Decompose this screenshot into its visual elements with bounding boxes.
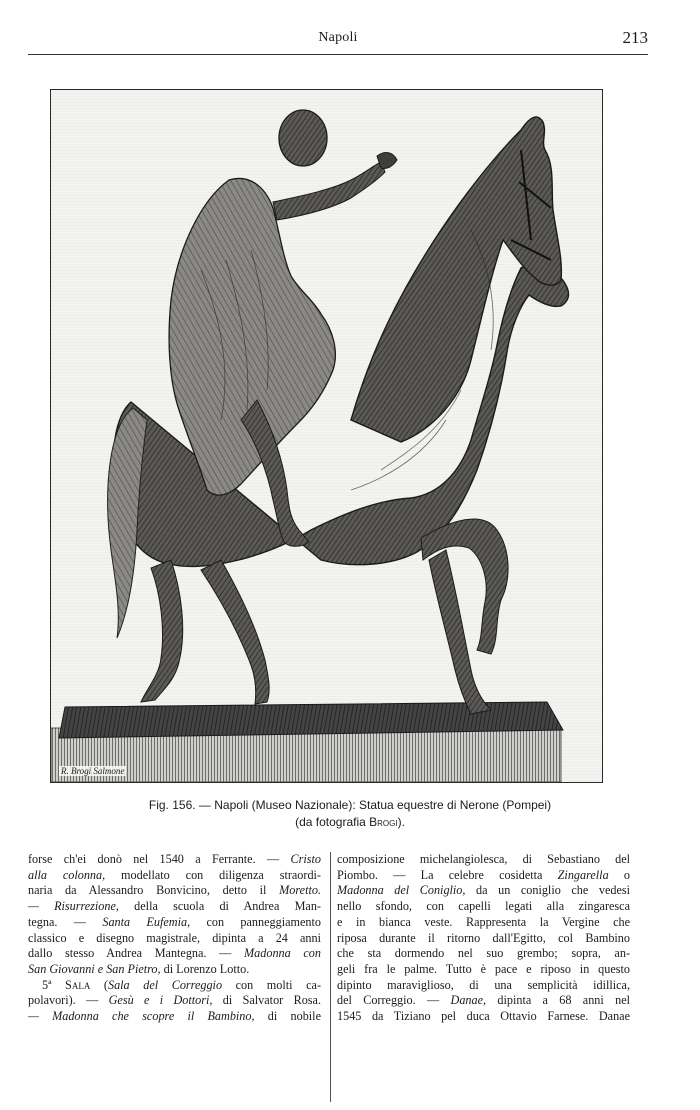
text-span: polavori). — bbox=[28, 993, 109, 1008]
engraver-signature: R. Brogi Salmone bbox=[61, 766, 125, 776]
text-line: nello sfondo, con capelli legati alla zingaresca bbox=[337, 899, 630, 914]
caption-source-name: Brogi bbox=[369, 815, 398, 829]
artwork-title: — Risurrezione, bbox=[28, 899, 119, 914]
text-line bbox=[28, 899, 321, 915]
text-span: con molti ca- bbox=[222, 977, 322, 992]
caption-source-prefix: (da fotografia bbox=[295, 815, 370, 829]
artwork-title: Santa Eufemia, bbox=[102, 914, 191, 929]
text-line bbox=[28, 978, 321, 994]
body-text-left-column bbox=[28, 852, 321, 1025]
text-span: da un coniglio che vedesi bbox=[465, 883, 630, 898]
text-line bbox=[28, 883, 321, 899]
text-line: 1545 da Tiziano pel duca Ottavio Farnese. Danae bbox=[337, 1009, 630, 1024]
text-span: del Correggio. — bbox=[337, 993, 451, 1008]
caption-source-suffix: ). bbox=[397, 815, 405, 829]
text-line: e in bianca veste. Rappresenta la Vergine che bbox=[337, 914, 630, 929]
text-line: che sta dormendo nel suo grembo; sopra, an- bbox=[337, 946, 630, 961]
text-span: tegna. — bbox=[28, 914, 103, 929]
room-name: Sala del Correggio bbox=[107, 977, 223, 992]
text-span: naria da Alessandro Bonvicino, detto il bbox=[28, 883, 280, 898]
text-span: di Salvator Rosa. bbox=[212, 993, 321, 1008]
body-text-right-column bbox=[337, 852, 630, 1025]
artwork-title: San Giovanni e San Pietro, bbox=[28, 961, 161, 976]
text-line bbox=[28, 962, 321, 978]
text-span: modellato con diligenza straordi- bbox=[105, 867, 321, 882]
artist-name: Moretto. bbox=[279, 883, 321, 898]
running-title: Napoli bbox=[318, 30, 358, 45]
text-span: o bbox=[608, 867, 630, 882]
caption-line-2 bbox=[50, 814, 650, 831]
text-span: di Lorenzo Lotto. bbox=[160, 961, 250, 976]
running-head bbox=[28, 26, 648, 55]
artwork-title: Zingarella bbox=[557, 867, 609, 882]
text-span: forse ch'ei donò nel 1540 a Ferrante. — bbox=[28, 852, 291, 866]
artwork-title: Cristo bbox=[290, 852, 321, 866]
text-line: classico e disegno magistrale, dipinta a 24 anni bbox=[28, 930, 321, 945]
text-line bbox=[28, 915, 321, 931]
artwork-title: alla colonna, bbox=[28, 867, 106, 882]
text-span: dallo stesso Andrea Mantegna. — bbox=[28, 946, 245, 961]
caption-line-1: Fig. 156. — Napoli (Museo Nazionale): Statua equestre di Nerone (Pompei) bbox=[148, 798, 552, 812]
text-line bbox=[337, 883, 630, 899]
text-span: 5ª bbox=[42, 977, 66, 992]
text-line bbox=[28, 852, 321, 868]
text-line bbox=[28, 946, 321, 962]
text-line: geli fra le palme. Tutto è pace e riposo in questo bbox=[337, 961, 630, 976]
artwork-title: Gesù e i Dottori, bbox=[108, 993, 213, 1008]
column-divider bbox=[330, 852, 331, 1102]
text-line bbox=[28, 1009, 321, 1025]
text-span: dipinta a 68 anni nel bbox=[486, 993, 630, 1008]
text-line bbox=[28, 868, 321, 884]
text-line: dipinto maraviglioso, di una semplicità idillica, bbox=[337, 977, 630, 992]
page-number: 213 bbox=[622, 28, 648, 47]
text-span: ( bbox=[90, 977, 108, 992]
text-line: riposa durante il ritorno dall'Egitto, col Bambino bbox=[337, 930, 630, 945]
figure-caption bbox=[50, 797, 650, 831]
text-span: con panneggiamento bbox=[190, 914, 321, 929]
text-span: di nobile bbox=[254, 1009, 321, 1024]
artwork-title: Madonna del Coniglio, bbox=[337, 883, 466, 898]
room-label: Sala bbox=[65, 977, 91, 992]
text-span: della scuola di Andrea Man- bbox=[118, 899, 321, 914]
text-line bbox=[28, 993, 321, 1009]
text-line bbox=[337, 993, 630, 1009]
text-line bbox=[337, 868, 630, 884]
equestrian-statue-illustration bbox=[51, 90, 602, 782]
text-line: composizione michelangiolesca, di Sebastiano del bbox=[337, 852, 630, 866]
artwork-title: — Madonna che scopre il Bambino, bbox=[28, 1009, 255, 1024]
artwork-title: Madonna con bbox=[244, 946, 321, 961]
rider-head bbox=[279, 110, 327, 166]
artwork-title: Danae, bbox=[450, 993, 487, 1008]
text-span: Piombo. — La celebre cosidetta bbox=[337, 867, 558, 882]
figure-engraving bbox=[50, 89, 603, 783]
